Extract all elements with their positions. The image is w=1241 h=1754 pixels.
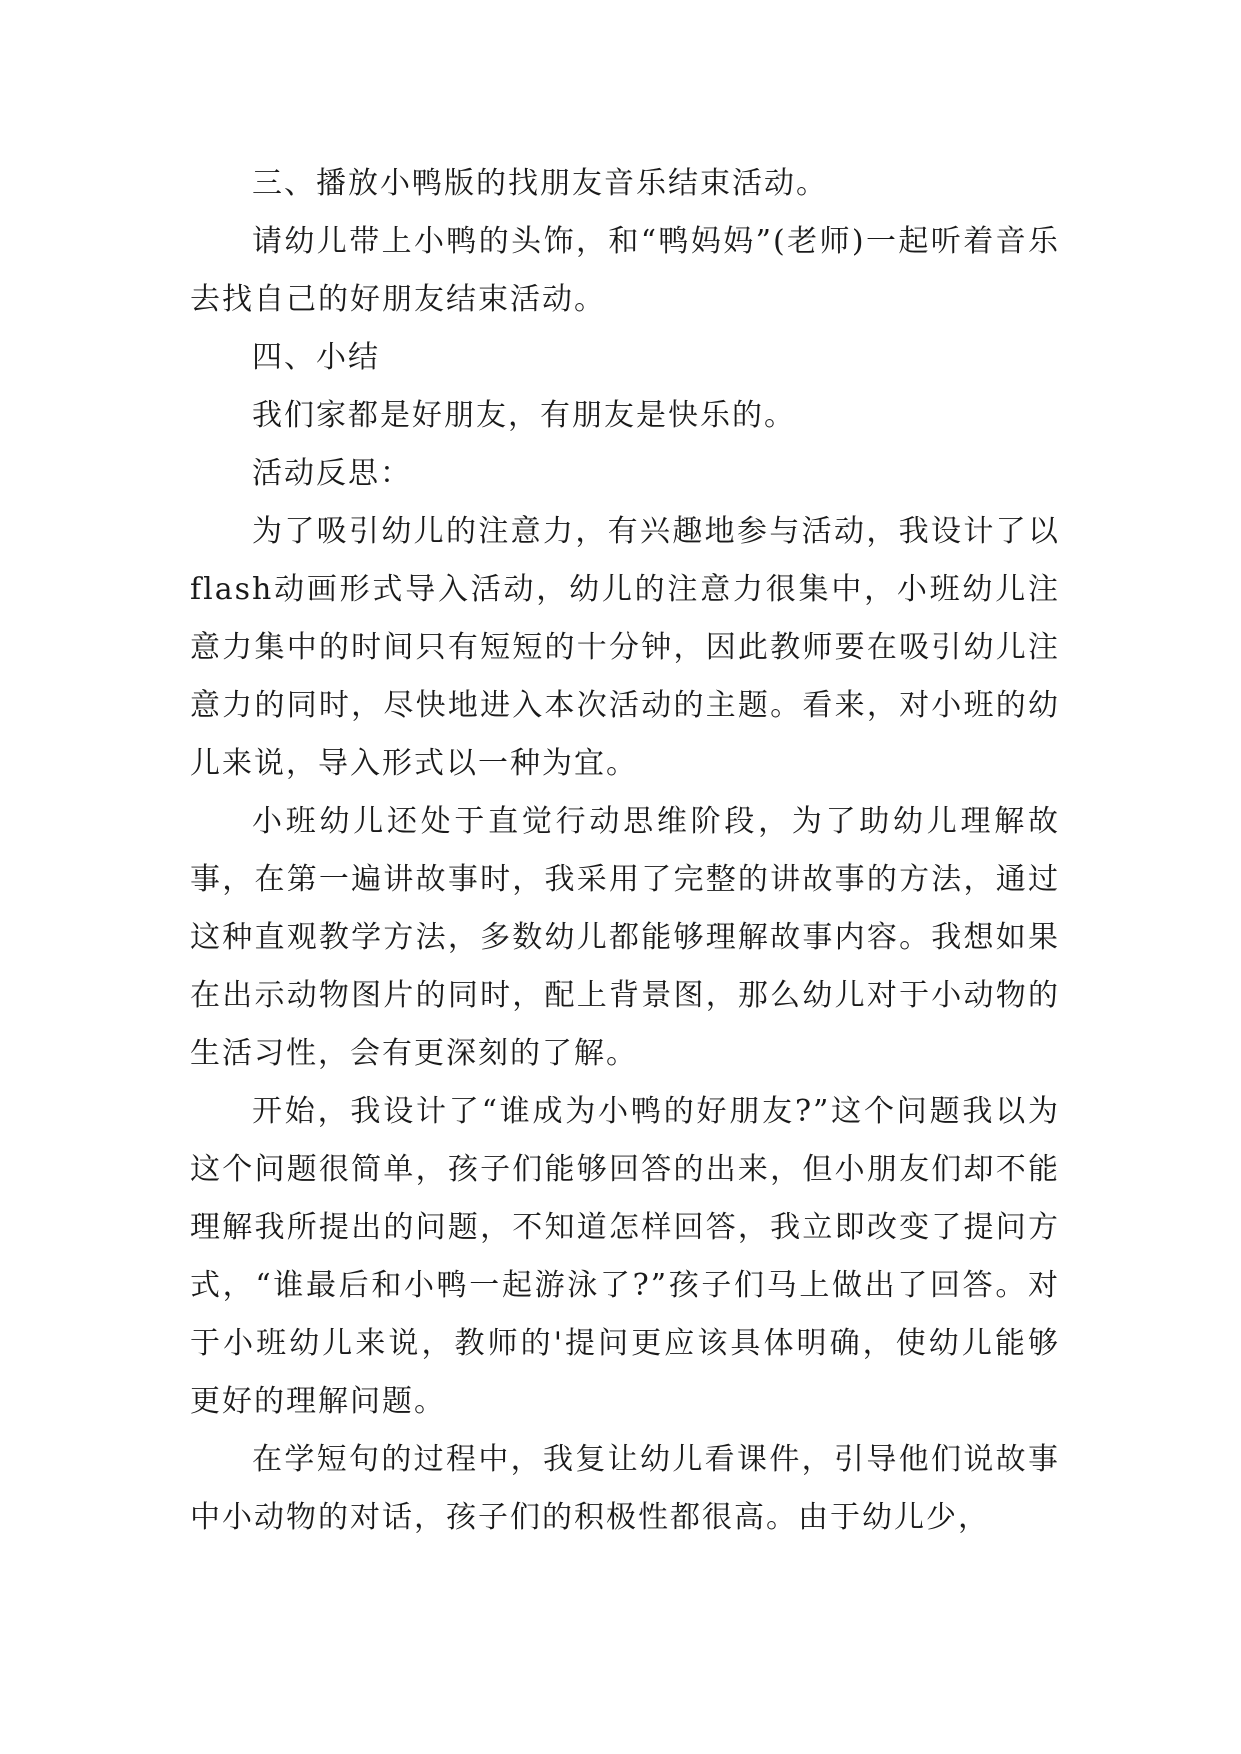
paragraph-reflection-3: 开始，我设计了“谁成为小鸭的好朋友?”这个问题我以为这个问题很简单，孩子们能够回答的出来，但小朋友们却不能理解我所提出的问题，不知道怎样回答，我立即改变了提问方式，“谁最后和小鸭一起游泳了?”孩子们马上做出了回答。对于小班幼儿来说，教师的'提问更应该具体明确，使幼儿能够更好的理解问题。 [190,1094,1060,1419]
paragraph-reflection-1: 为了吸引幼儿的注意力，有兴趣地参与活动，我设计了以flash动画形式导入活动，幼儿的注意力很集中，小班幼儿注意力集中的时间只有短短的十分钟，因此教师要在吸引幼儿注意力的同时，尽快地进入本次活动的主题。看来，对小班的幼儿来说，导入形式以一种为宜。 [190,514,1060,781]
paragraph-reflection-2: 小班幼儿还处于直觉行动思维阶段，为了助幼儿理解故事，在第一遍讲故事时，我采用了完整的讲故事的方法，通过这种直观教学方法，多数幼儿都能够理解故事内容。我想如果在出示动物图片的同时，配上背景图，那么幼儿对于小动物的生活习性，会有更深刻的了解。 [190,804,1060,1071]
paragraph-activity-end: 请幼儿带上小鸭的头饰，和“鸭妈妈”(老师)一起听着音乐去找自己的好朋友结束活动。 [190,224,1060,317]
section-heading-4: 四、小结 [252,340,380,375]
document-body [190,155,1060,1547]
paragraph-reflection-4: 在学短句的过程中，我复让幼儿看课件，引导他们说故事中小动物的对话，孩子们的积极性都很高。由于幼儿少， [190,1442,1060,1535]
paragraph-summary: 我们家都是好朋友，有朋友是快乐的。 [252,398,796,433]
section-heading-3: 三、播放小鸭版的找朋友音乐结束活动。 [252,166,828,201]
reflection-heading: 活动反思： [252,456,412,491]
